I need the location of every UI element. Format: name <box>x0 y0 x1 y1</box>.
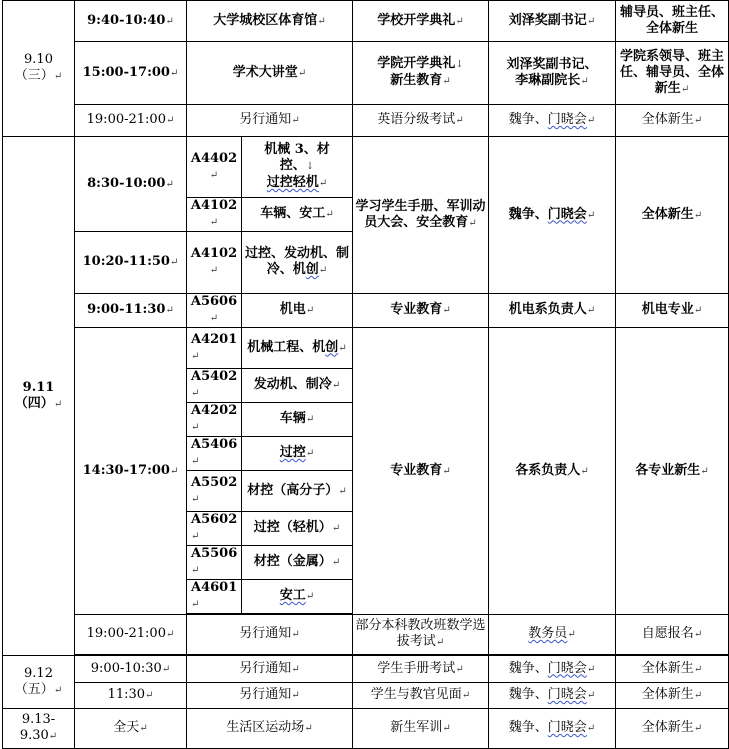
table-row <box>3 683 729 709</box>
attendees-cell: 自愿报名↵ <box>616 615 729 655</box>
major-cell: 过控↵ <box>242 437 353 471</box>
leader-cell: 魏争、门晓会↵ <box>489 105 616 137</box>
table-row <box>3 656 729 683</box>
content-cell: 学校开学典礼↵ <box>353 1 489 42</box>
leader-cell: 机电系负责人↵ <box>489 294 616 328</box>
room-cell: A5406↵ <box>187 437 242 471</box>
table-row <box>3 1 729 42</box>
table-row <box>3 42 729 105</box>
table-row <box>3 294 729 328</box>
major-cell: 机械工程、机创↵ <box>242 328 353 369</box>
time-cell: 11:30↵ <box>75 683 187 709</box>
attendees-cell: 全体新生↵ <box>616 656 729 683</box>
time-cell: 10:20-11:50↵ <box>75 232 187 294</box>
venue-cell: 学术大讲堂↵ <box>187 42 353 105</box>
room-cell: A5402↵ <box>187 369 242 403</box>
time-cell: 9:00-10:30↵ <box>75 656 187 683</box>
content-cell: 部分本科教改班数学选拔考试↵ <box>353 615 489 655</box>
venue-cell: 生活区运动场↵ <box>187 709 353 749</box>
attendees-cell: 辅导员、班主任、全体新生 <box>616 1 729 42</box>
leader-cell: 魏争、门晓会↵ <box>489 683 616 709</box>
leader-cell: 魏争、门晓会↵ <box>489 137 616 294</box>
time-cell: 全天↵ <box>75 709 187 749</box>
room-cell: A4202↵ <box>187 403 242 437</box>
attendees-cell: 全体新生↵ <box>616 683 729 709</box>
attendees-cell: 全体新生↵ <box>616 105 729 137</box>
room-cell: A4601↵ <box>187 580 242 614</box>
venue-cell: 另行通知↵ <box>187 656 353 683</box>
content-cell: 学生手册考试↵ <box>353 656 489 683</box>
attendees-cell: 全体新生↵ <box>616 709 729 749</box>
major-cell: 安工↵ <box>242 580 353 614</box>
time-cell: 14:30-17:00↵ <box>75 328 187 615</box>
room-cell: A4102↵ <box>187 198 242 232</box>
table-row <box>3 105 729 137</box>
table-row <box>3 137 729 198</box>
content-cell: 学习学生手册、军训动员大会、安全教育↵ <box>353 137 489 294</box>
time-cell: 19:00-21:00↵ <box>75 615 187 655</box>
attendees-cell: 机电专业↵ <box>616 294 729 328</box>
major-cell: 机电↵ <box>242 294 353 328</box>
major-cell: 车辆↵ <box>242 403 353 437</box>
venue-cell: 另行通知↵ <box>187 105 353 137</box>
leader-cell: 各系负责人↵ <box>489 328 616 615</box>
date-cell: 9.13- 9.30↵ <box>3 709 75 749</box>
content-cell: 学生与教官见面↵ <box>353 683 489 709</box>
table-row <box>3 615 729 655</box>
room-cell: A4102↵ <box>187 232 242 294</box>
schedule-table <box>2 0 729 749</box>
room-cell: A5506↵ <box>187 546 242 580</box>
time-cell: 9:40-10:40↵ <box>75 1 187 42</box>
major-cell: 机械 3、材 控、↓ 过控轻机↵ <box>242 137 353 198</box>
time-cell: 19:00-21:00↵ <box>75 105 187 137</box>
leader-cell: 魏争、门晓会↵ <box>489 656 616 683</box>
time-cell: 8:30-10:00↵ <box>75 137 187 232</box>
major-cell: 过控（轻机）↵ <box>242 512 353 546</box>
venue-cell: 另行通知↵ <box>187 683 353 709</box>
room-cell: A4201↵ <box>187 328 242 369</box>
major-cell: 材控（金属）↵ <box>242 546 353 580</box>
venue-cell: 大学城校区体育馆↵ <box>187 1 353 42</box>
date-cell: 9.10 （三）↵ <box>3 1 75 137</box>
room-cell: A5606↵ <box>187 294 242 328</box>
table-row <box>3 328 729 369</box>
venue-cell: 另行通知↵ <box>187 615 353 655</box>
major-cell: 车辆、安工↵ <box>242 198 353 232</box>
room-cell: A4402↵ <box>187 137 242 198</box>
major-cell: 发动机、制冷↵ <box>242 369 353 403</box>
date-cell: 9.12 （五）↵ <box>3 656 75 709</box>
content-cell: 新生军训↵ <box>353 709 489 749</box>
attendees-cell: 学院系领导、班主任、辅导员、全体新生↵ <box>616 42 729 105</box>
content-cell: 专业教育↵ <box>353 328 489 615</box>
attendees-cell: 全体新生↵ <box>616 137 729 294</box>
room-cell: A5502↵ <box>187 471 242 512</box>
content-cell: 学院开学典礼↓ 新生教育↵ <box>353 42 489 105</box>
table-row <box>3 709 729 749</box>
time-cell: 9:00-11:30↵ <box>75 294 187 328</box>
content-cell: 英语分级考试↵ <box>353 105 489 137</box>
date-cell: 9.11 （四）↵ <box>3 137 75 656</box>
room-cell: A5602↵ <box>187 512 242 546</box>
major-cell: 过控、发动机、制冷、机创↵ <box>242 232 353 294</box>
major-cell: 材控（高分子）↵ <box>242 471 353 512</box>
time-cell: 15:00-17:00↵ <box>75 42 187 105</box>
leader-cell: 魏争、门晓会↵ <box>489 709 616 749</box>
leader-cell: 刘泽奖副书记↵ <box>489 1 616 42</box>
leader-cell: 教务员↵ <box>489 615 616 655</box>
leader-cell: 刘泽奖副书记、 李琳副院长↵ <box>489 42 616 105</box>
content-cell: 专业教育↵ <box>353 294 489 328</box>
attendees-cell: 各专业新生↵ <box>616 328 729 615</box>
